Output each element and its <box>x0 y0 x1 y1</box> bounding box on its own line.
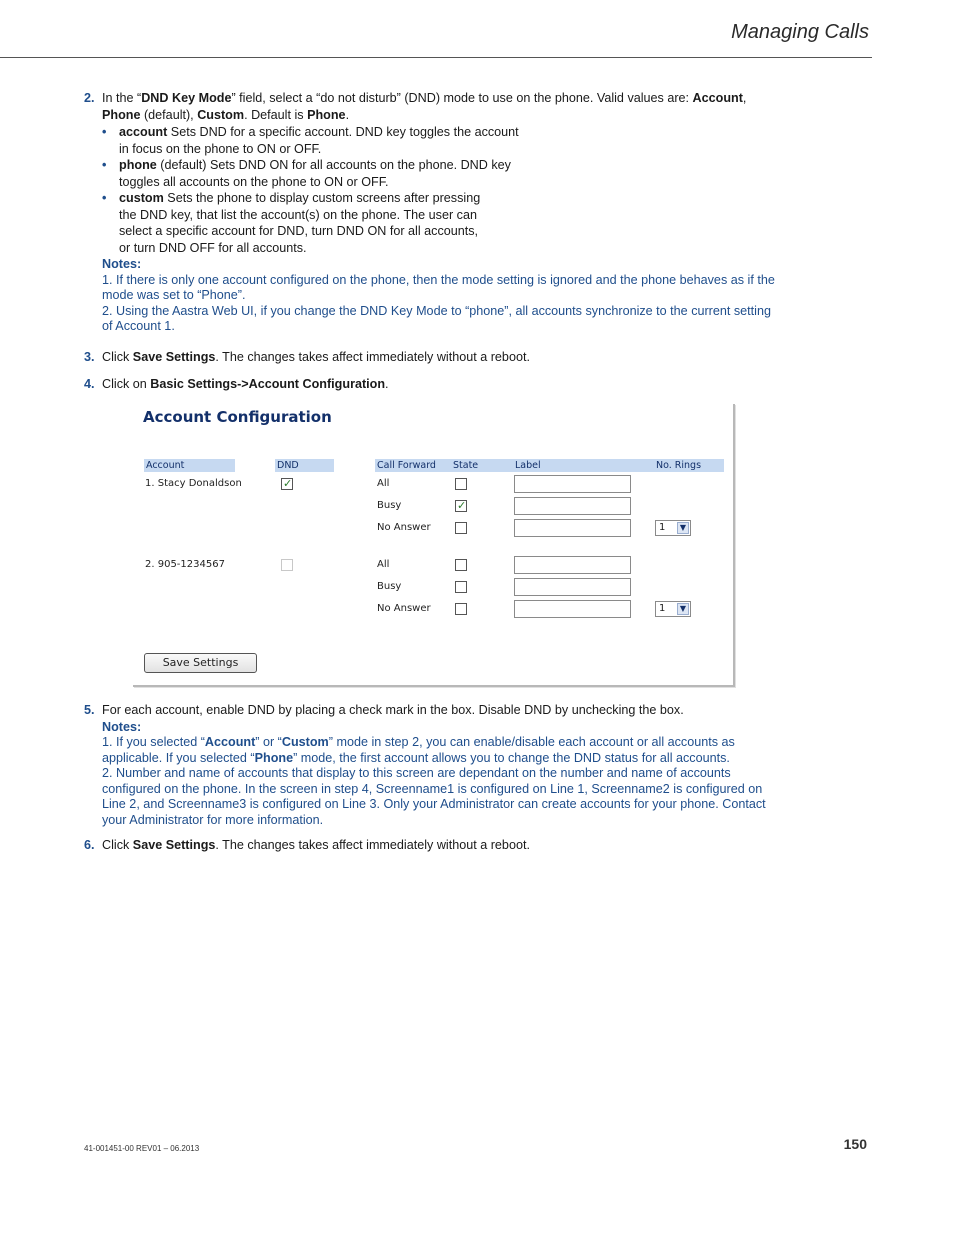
list-item <box>102 190 492 256</box>
term: custom <box>119 191 164 205</box>
list-item <box>102 157 522 190</box>
mode-name: Custom <box>281 735 329 750</box>
page-number: 150 <box>843 1136 867 1152</box>
header-state: State <box>451 459 513 472</box>
value-account: Account <box>692 91 743 105</box>
document-id: 41-001451-00 REV01 – 06.2013 <box>84 1144 200 1153</box>
section-title: Managing Calls <box>731 21 869 43</box>
header-account: Account <box>144 459 235 472</box>
text: . <box>385 377 389 391</box>
value-custom: Custom <box>197 107 245 122</box>
call-forward-type: All <box>377 559 390 570</box>
state-checkbox[interactable] <box>455 559 467 571</box>
note: 1. If there is only one account configured on the phone, then the mode setting is ignored and the phone behaves as if the mode was set to “Phone”. <box>102 272 775 303</box>
text: . Default is <box>244 107 308 122</box>
text: Click <box>102 838 133 852</box>
state-checkbox[interactable] <box>455 478 467 490</box>
header-no-rings: No. Rings <box>654 459 724 472</box>
rings-select[interactable] <box>655 601 691 617</box>
step-3 <box>84 349 782 366</box>
notes-title: Notes: <box>102 257 142 271</box>
account-name: 2. 905-1234567 <box>145 559 225 570</box>
account-name: 1. Stacy Donaldson <box>145 478 242 489</box>
notes <box>102 257 782 335</box>
text: Click on <box>102 377 151 391</box>
state-checkbox[interactable] <box>455 522 467 534</box>
menu-path: Basic Settings->Account Configuration <box>150 377 386 391</box>
header-dnd: DND <box>275 459 334 472</box>
state-checkbox[interactable] <box>455 500 467 512</box>
text: . <box>345 107 350 122</box>
description: Sets DND for a specific account. DND key toggles the account in focus on the phone to ON or OFF. <box>119 125 519 156</box>
header-call-forward: Call Forward <box>375 459 451 472</box>
text: . The changes takes affect immediately without a reboot. <box>215 838 530 852</box>
select-value: 1 <box>659 522 666 533</box>
chevron-down-icon: ▼ <box>677 603 689 615</box>
call-forward-type: All <box>377 478 390 489</box>
description: (default) Sets DND ON for all accounts on the phone. DND key toggles all accounts on the phone to ON or OFF. <box>119 158 511 189</box>
text: . The changes takes affect immediately without a reboot. <box>215 350 530 364</box>
note: 2. Number and name of accounts that display to this screen are dependant on the number and name of accounts configured on the phone. In the screen in step 4, Screenname1 is configured on Line 1, Screenname2 is configured on Line 2, and Screenname3 is configured on Line 3. Only your Administrator can create accounts for your phone. Contact your Administrator for more information. <box>102 766 766 828</box>
button-ref: Save Settings <box>132 350 216 364</box>
step-number: 2. <box>84 91 95 105</box>
select-value: 1 <box>659 603 666 614</box>
call-forward-type: No Answer <box>377 522 431 533</box>
step-number: 3. <box>84 350 95 364</box>
step-number: 6. <box>84 838 95 852</box>
screen-title: Account Configuration <box>143 408 332 426</box>
label-input[interactable] <box>514 519 631 537</box>
label-input[interactable] <box>514 600 631 618</box>
text: 1. If you selected “ <box>102 735 205 750</box>
notes <box>102 720 782 829</box>
dnd-checkbox[interactable] <box>281 478 293 490</box>
text: ” or “ <box>255 735 282 750</box>
step-6 <box>84 837 782 854</box>
step-number: 5. <box>84 703 95 717</box>
text: (default), <box>140 107 198 122</box>
call-forward-type: No Answer <box>377 603 431 614</box>
note: 2. Using the Aastra Web UI, if you change the DND Key Mode to “phone”, all accounts synchronize to the current setting of Account 1. <box>102 303 771 334</box>
note <box>102 735 782 766</box>
step-number: 4. <box>84 377 95 391</box>
field-name: DND Key Mode <box>141 91 232 105</box>
label-input[interactable] <box>514 497 631 515</box>
save-settings-button[interactable]: Save Settings <box>144 653 257 673</box>
bullet-icon: • <box>102 191 107 205</box>
bullet-icon: • <box>102 125 107 139</box>
value-phone: Phone <box>102 107 141 122</box>
step-5 <box>84 702 782 829</box>
account-configuration-screen <box>133 404 735 687</box>
mode-name: Phone <box>254 750 294 765</box>
text: ” mode, the first account allows you to change the DND status for all accounts. <box>293 750 730 765</box>
description: Sets the phone to display custom screens after pressing the DND key, that list the account(s) on the phone. The user can select a specific account for DND, turn DND ON for all accounts, or turn DND OFF for all accounts. <box>119 191 481 255</box>
bullet-icon: • <box>102 158 107 172</box>
button-ref: Save Settings <box>132 838 216 852</box>
text: ” mode in step 2, you can enable/disable each account or all accounts as applicable. If you selected “ <box>102 735 735 765</box>
state-checkbox[interactable] <box>455 603 467 615</box>
label-input[interactable] <box>514 556 631 574</box>
text: , <box>742 91 747 105</box>
call-forward-type: Busy <box>377 581 402 592</box>
state-checkbox[interactable] <box>455 581 467 593</box>
label-input[interactable] <box>514 578 631 596</box>
list-item <box>102 124 522 157</box>
label-input[interactable] <box>514 475 631 493</box>
text: Click <box>102 350 133 364</box>
text: In the “ <box>102 91 142 105</box>
step-4 <box>84 376 782 393</box>
dnd-checkbox[interactable] <box>281 559 293 571</box>
term: phone <box>119 158 157 172</box>
step-2 <box>84 90 782 335</box>
mode-name: Account <box>204 735 256 750</box>
header-divider <box>0 57 872 58</box>
step-2-text <box>102 90 782 123</box>
notes-title: Notes: <box>102 719 142 734</box>
term: account <box>119 125 168 139</box>
call-forward-type: Busy <box>377 500 402 511</box>
default-value: Phone <box>307 107 346 122</box>
text: ” field, select a “do not disturb” (DND) mode to use on the phone. Valid values are: <box>231 91 693 105</box>
chevron-down-icon: ▼ <box>677 522 689 534</box>
step-5-text: For each account, enable DND by placing a check mark in the box. Disable DND by unchecking the box. <box>102 703 684 717</box>
mode-list <box>102 124 782 256</box>
header-label: Label <box>513 459 654 472</box>
rings-select[interactable] <box>655 520 691 536</box>
